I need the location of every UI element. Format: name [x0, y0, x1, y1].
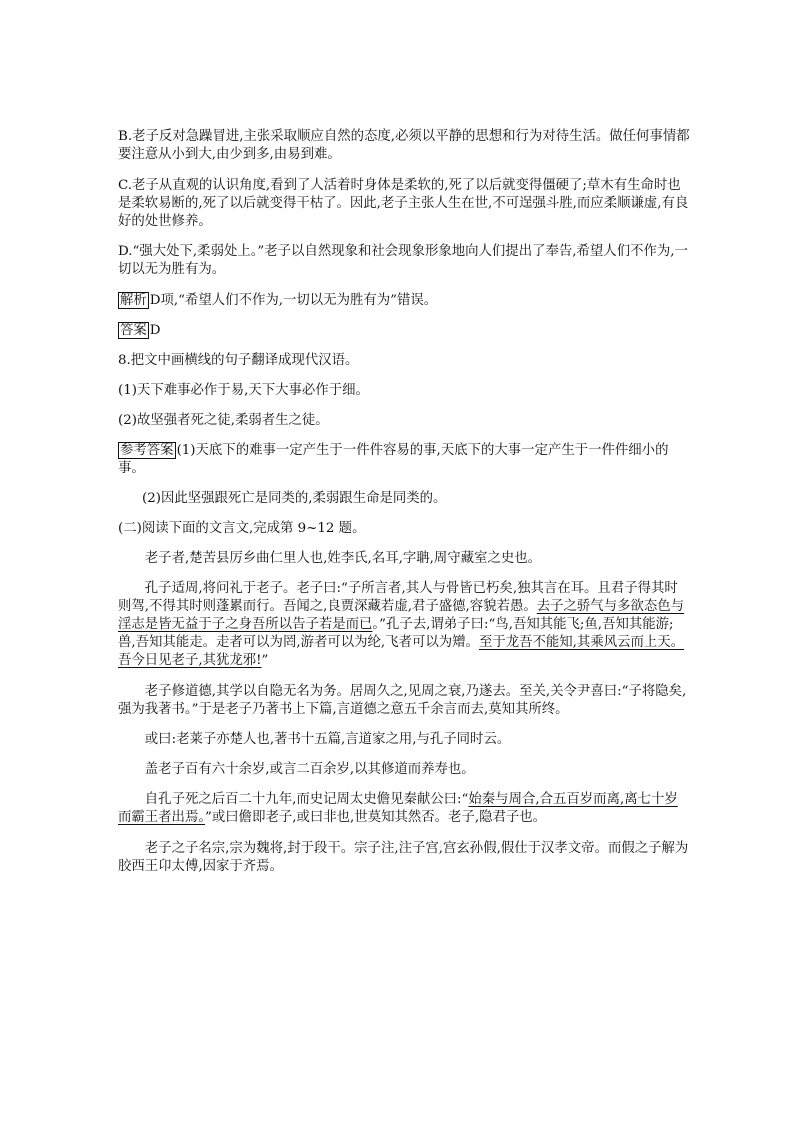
- option-c: C.老子从直观的认识角度,看到了人活着时身体是柔软的,死了以后就变得僵硬了;草木有生命时也是柔软易断的,死了以后就变得干枯了。因此,老子主张人生在世,不可逞强斗胜,而应柔顺谦虚,有良好的处世修养。: [118, 177, 689, 229]
- underlined-sentence-2: 至于龙吾不能知,其乘风云而上天。吾今日见老子,其犹龙邪!: [118, 635, 685, 668]
- document-content: [118, 128, 690, 888]
- passage-paragraph-7: 老子之子名宗,宗为魏将,封于段干。宗子注,注子宫,宫玄孙假,假仕于汉孝文帝。而假之子解为胶西王卬太傅,因家于齐焉。: [118, 840, 689, 874]
- answer-text: D: [149, 322, 161, 338]
- section-2-heading: (二)阅读下面的文言文,完成第 9~12 题。: [118, 521, 366, 536]
- option-d: D.“强大处下,柔弱处上。”老子以自然现象和社会现象形象地向人们提出了奉告,希望人们不作为,一切以无为胜有为。: [118, 244, 688, 277]
- underlined-sentence-3: 始秦与周合,合五百岁而离,离七十岁而霸王者出焉。: [118, 792, 678, 825]
- passage-paragraph-4: 或曰:老莱子亦楚人也,著书十五篇,言道家之用,与孔子同时云。: [144, 732, 511, 747]
- passage-paragraph-1: 老子者,楚苦县厉乡曲仁里人也,姓李氏,名耳,字聃,周守藏室之史也。: [144, 551, 542, 566]
- reference-text-1: (1)天底下的难事一定产生于一件件容易的事,天底下的大事一定产生于一件件细小的事。: [118, 442, 669, 476]
- reference-answer-2: (2)因此坚强跟死亡是同类的,柔弱跟生命是同类的。: [142, 491, 447, 506]
- passage-paragraph-2-part-c: ”: [261, 653, 269, 668]
- analysis-line: [118, 292, 690, 310]
- passage-paragraph-6-part-b: ”或曰儋即老子,或曰非也,世莫知其然否。老子,隐君子也。: [205, 810, 547, 825]
- answer-label-box: 答案: [120, 322, 147, 338]
- passage-paragraph-2-part-b: 。”孔子去,谓弟子曰:“鸟,吾知其能飞;鱼,吾知其能游;兽,吾知其能走。走者可以为罔,游者可以为纶,飞者可以为矰。: [118, 617, 674, 650]
- question-8-item-2: (2)故坚强者死之徒,柔弱者生之徒。: [118, 412, 329, 428]
- passage-paragraph-3: 老子修道德,其学以自隐无名为务。居周久之,见周之衰,乃遂去。至关,关令尹喜曰:“子将隐矣,强为我著书。”于是老子乃著书上下篇,言道德之意五千余言而去,莫知其所终。: [118, 683, 687, 717]
- option-b: B.老子反对急躁冒进,主张采取顺应自然的态度,必须以平静的思想和行为对待生活。做任何事情都要注意从小到大,由少到多,由易到难。: [118, 129, 690, 162]
- underlined-sentence-1: 去子之骄气与多欲态色与淫志是皆无益于子之身吾所以告子若是而已: [118, 599, 685, 632]
- passage-paragraph-5: 盖老子百有六十余岁,或言二百余岁,以其修道而养寿也。: [144, 762, 475, 777]
- passage-paragraph-6-part-a: 自孔子死之后百二十九年,而史记周太史儋见秦献公曰:“: [144, 792, 469, 807]
- reference-answer-1: [118, 442, 690, 478]
- reference-label-box: 参考答案: [120, 442, 174, 458]
- passage-paragraph-6: [118, 791, 690, 827]
- question-8-item-1: (1)天下难事必作于易,天下大事必作于细。: [118, 382, 369, 398]
- analysis-label-box: 解析: [120, 292, 147, 308]
- passage-paragraph-2-part-a: 孔子适周,将问礼于老子。老子曰:“子所言者,其人与骨皆已朽矣,独其言在耳。且君子得其时则驾,不得其时则蓬累而行。吾闻之,良贾深藏若虚,君子盛德,容貌若愚。: [118, 581, 678, 614]
- answer-line: [118, 322, 690, 340]
- analysis-text: D项,“希望人们不作为,一切以无为胜有为”错误。: [149, 292, 438, 308]
- question-8: 8.把文中画横线的句子翻译成现代汉语。: [118, 352, 359, 368]
- passage-paragraph-2: [118, 580, 690, 670]
